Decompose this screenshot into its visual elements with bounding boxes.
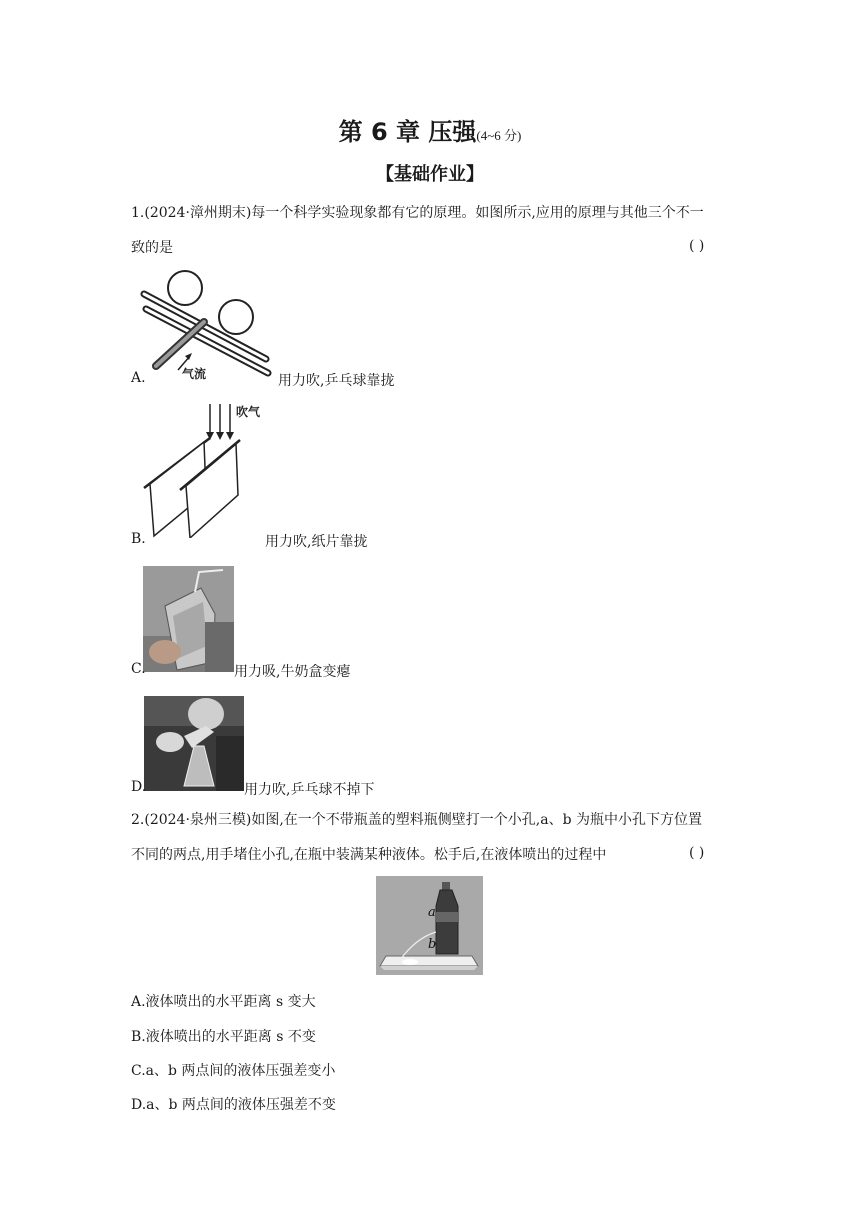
q1-option-d-letter: D. [131, 779, 147, 795]
q1-option-b-text: 用力吹,纸片靠拢 [265, 534, 368, 550]
chapter-title: 第 6 章 压强 [338, 118, 477, 146]
q2-option-c: C.a、b 两点间的液体压强差变小 [131, 1063, 336, 1079]
q1-option-b-letter: B. [131, 531, 146, 547]
q2-option-a: A.液体喷出的水平距离 s 变大 [131, 994, 316, 1010]
q2-option-b: B.液体喷出的水平距离 s 不变 [131, 1029, 316, 1045]
q1-option-a-letter: A. [131, 370, 146, 386]
q1-option-a-text: 用力吹,乒乓球靠拢 [278, 373, 395, 389]
figure-milk-carton-photo [143, 566, 234, 672]
q2-line2: 不同的两点,用手堵住小孔,在瓶中装满某种液体。松手后,在液体喷出的过程中 [131, 847, 607, 863]
section-heading: 【基础作业】 [376, 164, 484, 185]
figure-label-airflow: 气流 [182, 367, 207, 381]
q1-answer-paren: ( ) [689, 238, 705, 254]
q2-answer-paren: ( ) [689, 845, 705, 861]
figure-label-a: a [428, 905, 436, 920]
q1-option-c-letter: C. [131, 661, 146, 677]
figure-bottle-photo [376, 876, 483, 975]
page-title [0, 112, 860, 147]
figure-funnel-photo [144, 696, 244, 791]
chapter-score: (4~6 分) [476, 128, 522, 143]
q1-line2: 致的是 [131, 240, 173, 256]
q2-line1: 2.(2024·泉州三模)如图,在一个不带瓶盖的塑料瓶侧壁打一个小孔,a、b 为瓶中小孔下方位置 [131, 812, 703, 828]
q1-line1: 1.(2024·漳州期末)每一个科学实验现象都有它的原理。如图所示,应用的原理与其他三个不一 [131, 205, 704, 221]
q2-option-d: D.a、b 两点间的液体压强差不变 [131, 1097, 336, 1113]
q1-option-c-text: 用力吸,牛奶盒变瘪 [234, 664, 351, 680]
figure-ping-pong-rods [140, 266, 275, 382]
figure-label-blow: 吹气 [236, 405, 261, 419]
figure-paper-sheets [140, 398, 265, 538]
figure-label-b: b [428, 937, 437, 952]
q1-option-d-text: 用力吹,乒乓球不掉下 [244, 782, 375, 798]
